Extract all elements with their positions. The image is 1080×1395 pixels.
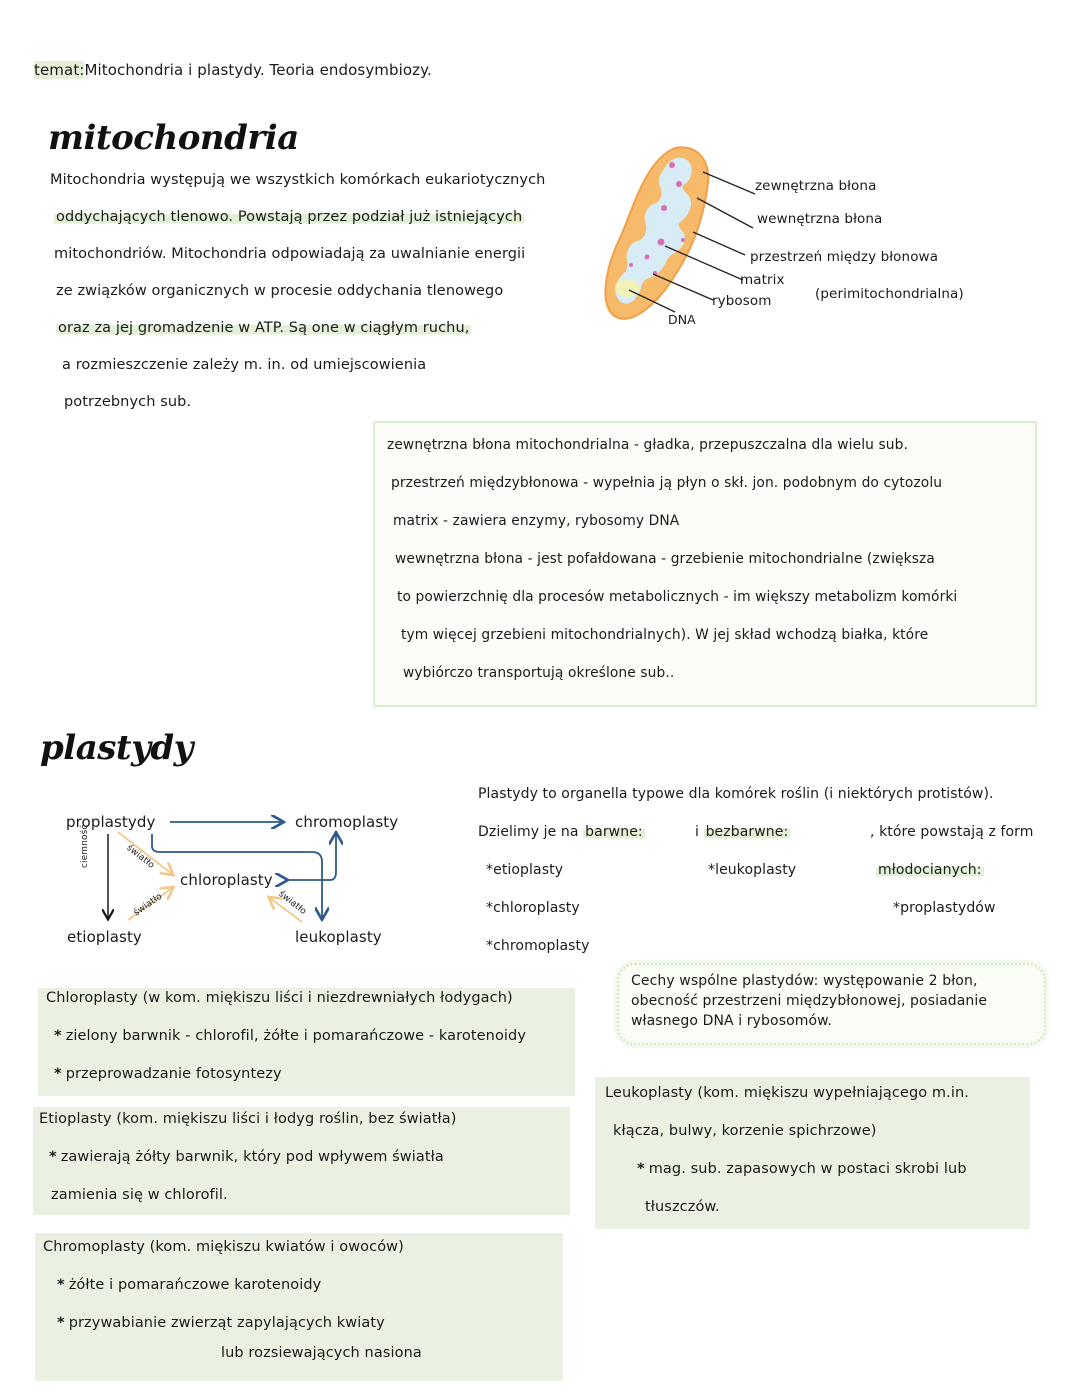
etioplasts-item-continued: zamienia się w chlorofil. [51,1187,228,1203]
edge-label-light-2: światło [132,891,165,919]
paragraph-line: a rozmieszczenie zależy m. in. od umiejscowienia [62,357,427,373]
chromoplasts-item: * przywabianie zwierząt zapylających kwiaty [57,1315,385,1331]
node-etioplasts: etioplasty [67,928,142,946]
node-chloroplasts: chloroplasty [180,871,273,889]
topic-line [34,61,432,79]
division-line: Dzielimy je na barwne: [478,824,643,840]
mitochondria-paragraph [50,172,545,431]
label-intermembrane-space: przestrzeń między błonowa [750,249,939,265]
topic-label: temat: [34,61,85,79]
mitochondria-notes-box [373,421,1037,707]
notes-line: to powierzchnię dla procesów metabolicznych - im większy metabolizm komórki [397,589,958,605]
plastids-intro: Plastydy to organella typowe dla komórek roślin (i niektórych protistów). [478,786,994,802]
common-features-box [617,963,1046,1045]
chromoplasts-item: * żółte i pomarańczowe karotenoidy [57,1277,322,1293]
mitochondrion-icon [605,147,708,318]
node-proplastids: proplastydy [66,813,156,831]
division-young-label: młodocianych: [878,862,982,878]
etioplasts-title: Etioplasty (kom. miękiszu liści i łodyg roślin, bez światła) [39,1111,457,1127]
paragraph-line: oraz za jej gromadzenie w ATP. Są one w ciągłym ruchu, [58,320,470,336]
label-inner-membrane: wewnętrzna błona [757,211,883,227]
label-perimitochondrial: (perimitochondrialna) [815,286,964,302]
chloroplasts-item: * zielony barwnik - chlorofil, żółte i pomarańczowe - karotenoidy [54,1028,527,1044]
arrow-chloroplasts-chromoplasts [286,834,336,880]
notes-line: wewnętrzna błona - jest pofałdowana - grzebienie mitochondrialne (zwiększa [395,551,935,567]
paragraph-line: potrzebnych sub. [64,394,192,410]
division-colorless: i bezbarwne: [695,824,789,840]
common-features-line: Cechy wspólne plastydów: występowanie 2 błon, [631,973,978,989]
edge-label-light-1: światło [124,843,157,871]
chromoplasts-item-continued: lub rozsiewających nasiona [221,1345,422,1361]
etioplasts-box [33,1107,570,1215]
colored-item: *chromoplasty [486,938,590,954]
leukoplasts-item-continued: tłuszczów. [645,1199,720,1215]
common-features-line: obecność przestrzeni międzybłonowej, posiadanie [631,993,988,1009]
node-chromoplasts: chromoplasty [295,813,399,831]
label-outer-membrane: zewnętrzna błona [755,178,877,194]
chloroplasts-box [38,988,575,1096]
notes-line: przestrzeń międzybłonowa - wypełnia ją płyn o skł. jon. podobnym do cytozolu [391,475,943,491]
label-matrix: matrix [740,272,785,288]
mitochondria-heading: mitochondria [48,118,299,158]
notes-line: tym więcej grzebieni mitochondrialnych). W jej skład wchodzą białka, które [401,627,929,643]
paragraph-line: ze związków organicznych w procesie oddychania tlenowego [56,283,504,299]
label-ribosome: rybosom [712,293,772,309]
chloroplasts-title: Chloroplasty (w kom. miękiszu liści i niezdrewniałych łodygach) [46,990,513,1006]
paragraph-line: oddychających tlenowo. Powstają przez podział już istniejących [56,209,523,225]
topic-text: Mitochondria i plastydy. Teoria endosymbiozy. [84,61,432,79]
common-features-line: własnego DNA i rybosomów. [631,1013,832,1029]
leukoplasts-box [595,1077,1030,1229]
colored-item: *etioplasty [486,862,564,878]
mitochondrion-diagram [595,140,1015,340]
notes-line: matrix - zawiera enzymy, rybosomy DNA [393,513,680,529]
notes-line: wybiórczo transportują określone sub.. [403,665,675,681]
chromoplasts-box [35,1233,563,1381]
plastids-heading: plastydy [40,728,193,768]
etioplasts-item: * zawierają żółty barwnik, który pod wpływem światła [49,1149,444,1165]
edge-label-darkness: ciemność [80,824,90,868]
paragraph-line: mitochondriów. Mitochondria odpowiadają za uwalnianie energii [54,246,526,262]
chromoplasts-title: Chromoplasty (kom. miękiszu kwiatów i owoców) [43,1239,404,1255]
label-dna: DNA [668,312,696,327]
chloroplasts-item: * przeprowadzanie fotosyntezy [54,1066,282,1082]
notes-line: zewnętrzna błona mitochondrialna - gładka, przepuszczalna dla wielu sub. [387,437,908,453]
division-young-prefix: , które powstają z form [870,824,1034,840]
paragraph-line: Mitochondria występują we wszystkich komórkach eukariotycznych [50,172,546,188]
colorless-item: *leukoplasty [708,862,797,878]
leukoplasts-item: * mag. sub. zapasowych w postaci skrobi lub [637,1161,967,1177]
node-leukoplasts: leukoplasty [295,928,382,946]
leukoplasts-title-continued: kłącza, bulwy, korzenie spichrzowe) [613,1123,877,1139]
young-item: *proplastydów [893,900,996,916]
colored-item: *chloroplasty [486,900,580,916]
leukoplasts-title: Leukoplasty (kom. miękiszu wypełniającego m.in. [605,1085,969,1101]
edge-label-light-3: światło [276,889,309,917]
